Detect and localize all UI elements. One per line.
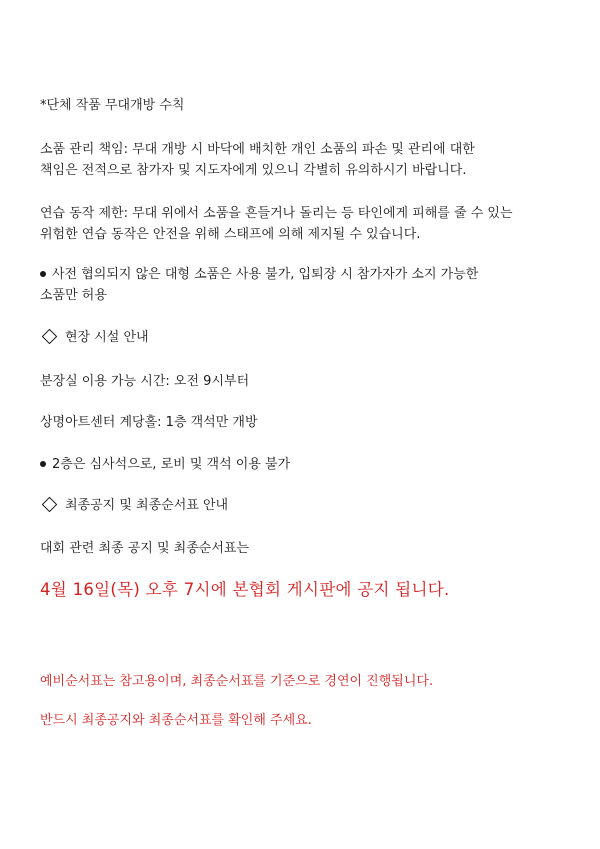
hall-info: 상명아트센터 계당홀: 1층 객석만 개방: [40, 415, 258, 430]
notice-title-text: 최종공지 및 최종순서표 안내: [65, 498, 229, 513]
notice-intro: 대회 관련 최종 공지 및 최종순서표는: [40, 541, 250, 556]
bullet-icon: [40, 461, 46, 467]
notice-warning-1: 예비순서표는 참고용이며, 최종순서표를 기준으로 경연이 진행됩니다.: [40, 674, 434, 689]
large-props-rule-line-2: 소품만 허용: [40, 288, 107, 303]
facility-title-text: 현장 시설 안내: [65, 330, 149, 345]
large-props-rule-line-1: [40, 266, 478, 284]
diamond-icon: [42, 329, 58, 345]
second-floor-info: [40, 456, 290, 474]
practice-rule-line-1: 연습 동작 제한: 무대 위에서 소품을 흔들거나 돌리는 등 타인에게 피해를 줄 수 있는: [40, 206, 513, 221]
practice-rule-line-2: 위험한 연습 동작은 안전을 위해 스태프에 의해 제지될 수 있습니다.: [40, 227, 421, 242]
bullet-icon: [40, 271, 46, 277]
notice-warning-2: 반드시 최종공지와 최종순서표를 확인해 주세요.: [40, 713, 312, 728]
diamond-icon: [42, 497, 58, 513]
large-props-text: 사전 협의되지 않은 대형 소품은 사용 불가, 입퇴장 시 참가자가 소지 가능한: [52, 267, 479, 282]
notice-date-line: 4월 16일(목) 오후 7시에 본협회 게시판에 공지 됩니다.: [40, 580, 450, 599]
props-rule-line-2: 책임은 전적으로 참가자 및 지도자에게 있으니 각별히 유의하시기 바랍니다.: [40, 163, 467, 178]
dressing-room-hours: 분장실 이용 가능 시간: 오전 9시부터: [40, 374, 250, 389]
facility-title: [40, 329, 149, 347]
section-heading: *단체 작품 무대개방 수칙: [40, 98, 185, 113]
notice-title: [40, 497, 228, 515]
props-rule-line-1: 소품 관리 책임: 무대 개방 시 바닥에 배치한 개인 소품의 파손 및 관리에 대한: [40, 142, 475, 157]
second-floor-text: 2층은 심사석으로, 로비 및 객석 이용 불가: [52, 457, 291, 472]
